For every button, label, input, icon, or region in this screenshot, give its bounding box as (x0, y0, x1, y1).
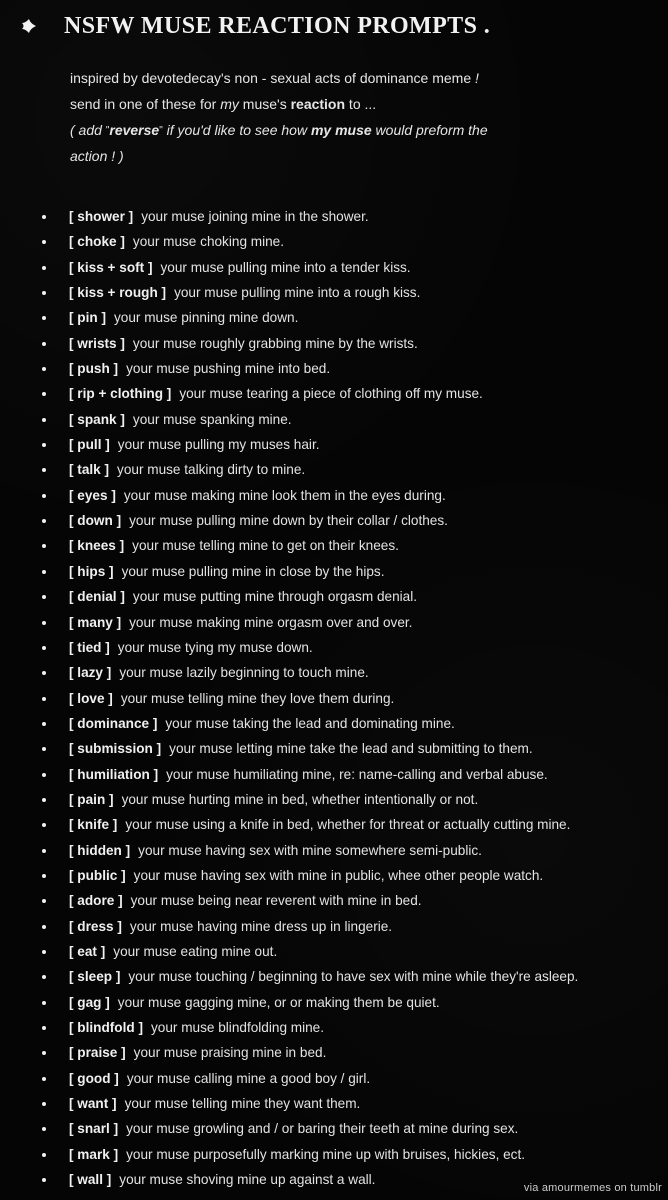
intro-line-2 (70, 92, 640, 118)
prompt-tag-text: [ adore ] (69, 893, 123, 909)
prompt-description: your muse choking mine. (132, 234, 285, 250)
intro-line-3-text-end: would preform the (371, 121, 488, 138)
prompt-tag-text: [ good ] (69, 1070, 119, 1086)
intro-line-1-mark: ! (475, 70, 479, 86)
bullet-dot-icon (42, 975, 46, 979)
list-item-humiliation (0, 762, 668, 787)
prompt-description: your muse making mine look them in the eyes during. (123, 487, 446, 503)
prompt-tag (69, 508, 448, 533)
prompt-description: your muse using a knife in bed, whether for threat or actually cutting mine. (125, 817, 571, 833)
list-item-snarl (0, 1116, 668, 1141)
prompt-description: your muse telling mine they want them. (124, 1096, 361, 1112)
prompt-tag (69, 483, 446, 508)
prompt-tag (69, 407, 292, 432)
bullet-dot-icon (42, 291, 46, 295)
prompt-tag-text: [ want ] (69, 1096, 117, 1112)
prompt-description: your muse lazily beginning to touch mine. (119, 665, 369, 681)
prompt-description: your muse hurting mine in bed, whether intentionally or not. (121, 791, 479, 807)
list-item-lazy (0, 660, 668, 685)
intro-line-3-strong: my muse (310, 121, 372, 138)
bullet-dot-icon (42, 443, 46, 447)
prompt-description: your muse gagging mine, or or making them be quiet. (117, 994, 440, 1010)
list-item-rip-clothing (0, 381, 668, 406)
prompt-description: your muse pulling my muses hair. (117, 437, 320, 453)
bullet-dot-icon (42, 899, 46, 903)
prompt-tag-text: [ spank ] (69, 411, 125, 427)
prompt-tag-text: [ push ] (69, 361, 119, 377)
prompt-tag (69, 305, 298, 330)
prompt-tag-text: [ choke ] (69, 234, 125, 250)
list-item-pull (0, 432, 668, 457)
list-item-hidden (0, 838, 668, 863)
prompt-tag (69, 1167, 375, 1192)
prompt-tag-text: [ snarl ] (69, 1121, 119, 1137)
list-item-dominance (0, 711, 668, 736)
prompt-tag-text: [ public ] (69, 867, 126, 883)
bullet-dot-icon (42, 418, 46, 422)
intro-line-2-text-middle: muse's (238, 95, 291, 112)
prompt-tag (69, 1015, 324, 1040)
prompt-tag (69, 812, 570, 837)
bullet-dot-icon (42, 1001, 46, 1005)
reverse-close-quote: " (159, 124, 163, 136)
prompt-tag (69, 1066, 370, 1091)
bullet-dot-icon (42, 1178, 46, 1182)
source-credit: via amourmemes on tumblr (523, 1182, 662, 1194)
bullet-dot-icon (42, 316, 46, 320)
list-item-pain (0, 787, 668, 812)
prompt-tag (69, 559, 385, 584)
bullet-dot-icon (42, 849, 46, 853)
prompt-description: your muse pulling mine into a rough kiss. (174, 285, 421, 301)
prompt-tag-text: [ talk ] (69, 462, 110, 478)
list-item-love (0, 686, 668, 711)
bullet-dot-icon (42, 823, 46, 827)
prompt-tag-text: [ gag ] (69, 994, 110, 1010)
header (18, 8, 650, 44)
prompt-tag-text: [ blindfold ] (69, 1020, 143, 1035)
bullet-dot-icon (42, 646, 46, 650)
prompt-tag (69, 432, 320, 457)
prompt-description: your muse pulling mine down by their collar / clothes. (129, 513, 448, 529)
prompt-tag (69, 1091, 360, 1116)
bullet-dot-icon (42, 773, 46, 777)
intro-line-1-text: inspired by devotedecay's non - sexual acts of dominance meme (70, 70, 476, 86)
prompt-tag-text: [ hips ] (69, 563, 114, 579)
list-item-public (0, 863, 668, 888)
prompt-tag (69, 635, 313, 660)
reverse-open-quote: " (105, 124, 110, 136)
list-item-push (0, 356, 668, 381)
prompt-tag-text: [ wall ] (69, 1172, 112, 1188)
bullet-dot-icon (42, 671, 46, 675)
bullet-dot-icon (42, 570, 46, 574)
bullet-dot-icon (42, 519, 46, 523)
prompt-description: your muse purposefully marking mine up with bruises, hickies, ect. (126, 1146, 526, 1162)
list-item-choke (0, 229, 668, 254)
intro-block (70, 66, 640, 170)
list-item-eyes (0, 483, 668, 508)
prompt-description: your muse having sex with mine somewhere semi-public. (138, 842, 482, 858)
list-item-knees (0, 533, 668, 558)
reverse-label: reverse (109, 121, 160, 138)
prompt-tag (69, 204, 369, 229)
prompt-description: your muse having sex with mine in public, whee other people watch. (133, 867, 544, 883)
prompt-tag (69, 229, 284, 254)
prompt-description: your muse joining mine in the shower. (141, 209, 369, 224)
prompt-tag (69, 660, 369, 685)
bullet-dot-icon (42, 798, 46, 802)
prompt-tag-text: [ kiss + soft ] (69, 259, 153, 275)
list-item-talk (0, 457, 668, 482)
prompt-tag-text: [ hidden ] (69, 842, 131, 858)
list-item-good (0, 1066, 668, 1091)
prompt-tag-text: [ rip + clothing ] (69, 386, 172, 402)
prompt-tag (69, 1116, 518, 1141)
prompt-tag-text: [ knees ] (69, 538, 125, 554)
prompt-tag-text: [ many ] (69, 614, 122, 630)
prompt-tag (69, 863, 543, 888)
prompt-tag-text: [ knife ] (69, 817, 118, 833)
bullet-dot-icon (42, 1127, 46, 1131)
list-item-spank (0, 407, 668, 432)
prompt-description: your muse letting mine take the lead and submitting to them. (169, 741, 533, 757)
prompt-tag-text: [ down ] (69, 513, 122, 529)
prompt-tag-text: [ eat ] (69, 943, 106, 959)
bullet-dot-icon (42, 1102, 46, 1106)
prompt-description: your muse humiliating mine, re: name-calling and verbal abuse. (166, 766, 548, 782)
prompt-description: your muse calling mine a good boy / girl. (126, 1070, 371, 1086)
bullet-dot-icon (42, 544, 46, 548)
prompt-tag (69, 331, 418, 356)
bullet-dot-icon (42, 874, 46, 878)
list-item-mark (0, 1142, 668, 1167)
prompt-tag-text: [ pull ] (69, 437, 110, 453)
list-item-gag (0, 990, 668, 1015)
prompt-description: your muse growling and / or baring their teeth at mine during sex. (126, 1121, 519, 1137)
list-item-praise (0, 1040, 668, 1065)
prompt-description: your muse eating mine out. (113, 943, 278, 959)
list-item-many (0, 610, 668, 635)
prompt-tag (69, 381, 483, 406)
prompt-tag (69, 255, 411, 280)
bullet-dot-icon (42, 1026, 46, 1030)
prompt-description: your muse tying my muse down. (117, 639, 313, 655)
prompt-tag-text: [ tied ] (69, 639, 110, 655)
prompt-description: your muse pulling mine in close by the hips. (121, 563, 385, 579)
list-item-denial (0, 584, 668, 609)
bullet-dot-icon (42, 595, 46, 599)
list-item-wrists (0, 331, 668, 356)
prompt-description: your muse pushing mine into bed. (126, 361, 331, 377)
prompt-description: your muse being near reverent with mine in bed. (130, 893, 422, 909)
prompt-description: your muse pulling mine into a tender kiss. (160, 259, 411, 275)
list-item-pin (0, 305, 668, 330)
bullet-dot-icon (42, 697, 46, 701)
list-item-knife (0, 812, 668, 837)
bullet-dot-icon (42, 468, 46, 472)
bullet-dot-icon (42, 722, 46, 726)
bullet-dot-icon (42, 494, 46, 498)
prompt-tag (69, 787, 478, 812)
prompt-list (0, 204, 668, 1192)
list-item-kiss-rough (0, 280, 668, 305)
list-item-shower (0, 204, 668, 229)
intro-line-1 (70, 66, 640, 92)
prompt-tag-text: [ praise ] (69, 1045, 126, 1061)
prompt-tag-text: [ dress ] (69, 918, 122, 934)
prompt-tag (69, 584, 417, 609)
list-item-eat (0, 939, 668, 964)
prompt-description: your muse spanking mine. (132, 411, 292, 427)
prompt-tag-text: [ submission ] (69, 741, 162, 757)
prompt-tag-text: [ eyes ] (69, 487, 116, 503)
list-item-down (0, 508, 668, 533)
prompt-tag-text: [ dominance ] (69, 715, 158, 731)
intro-line-2-text-end: to ... (345, 95, 377, 112)
list-item-hips (0, 559, 668, 584)
prompt-tag-text: [ humiliation ] (69, 766, 159, 782)
prompt-tag (69, 838, 482, 863)
prompt-tag (69, 914, 392, 939)
prompt-tag (69, 457, 305, 482)
list-item-adore (0, 888, 668, 913)
prompt-description: your muse making mine orgasm over and over. (129, 614, 413, 630)
intro-line-3 (70, 118, 640, 144)
prompt-tag-text: [ love ] (69, 690, 113, 706)
prompt-tag (69, 762, 548, 787)
prompt-tag-text: [ lazy ] (69, 665, 112, 681)
page-title: NSFW MUSE REACTION PROMPTS . (64, 12, 491, 39)
list-item-blindfold (0, 1015, 668, 1040)
intro-line-2-text-start: send in one of these for (70, 95, 221, 112)
prompt-tag (69, 964, 578, 989)
intro-line-2-strong: reaction (290, 95, 346, 112)
bullet-dot-icon (42, 215, 46, 219)
prompt-tag (69, 990, 440, 1015)
list-item-want (0, 1091, 668, 1116)
list-item-tied (0, 635, 668, 660)
prompt-tag (69, 888, 422, 913)
prompt-tag-text: [ sleep ] (69, 969, 121, 985)
prompt-description: your muse having mine dress up in lingerie. (129, 918, 393, 934)
bullet-dot-icon (42, 621, 46, 625)
intro-line-3-text-start: ( add (70, 121, 106, 138)
decorative-bullet-icon (20, 17, 38, 35)
intro-line-3-text-middle: if you'd like to see how (162, 121, 311, 138)
bullet-dot-icon (42, 392, 46, 396)
prompt-tag-text: [ shower ] (69, 209, 134, 224)
prompt-tag (69, 736, 533, 761)
bullet-dot-icon (42, 1077, 46, 1081)
prompt-description: your muse tearing a piece of clothing off my muse. (179, 386, 483, 402)
prompt-description: your muse touching / beginning to have sex with mine while they're asleep. (128, 969, 579, 985)
prompt-description: your muse roughly grabbing mine by the wrists. (132, 335, 418, 351)
prompt-tag (69, 1142, 525, 1167)
bullet-dot-icon (42, 342, 46, 346)
bullet-dot-icon (42, 950, 46, 954)
prompt-description: your muse praising mine in bed. (133, 1045, 327, 1061)
intro-line-2-emphasis: my (220, 95, 239, 112)
bullet-dot-icon (42, 266, 46, 270)
prompt-description: your muse talking dirty to mine. (117, 462, 306, 478)
prompt-description: your muse blindfolding mine. (150, 1020, 325, 1035)
prompt-description: your muse taking the lead and dominating mine. (165, 715, 455, 731)
list-item-kiss-soft (0, 255, 668, 280)
bullet-dot-icon (42, 747, 46, 751)
bullet-dot-icon (42, 240, 46, 244)
prompt-tag (69, 280, 420, 305)
prompt-tag-text: [ pin ] (69, 310, 106, 326)
prompt-tag (69, 686, 394, 711)
prompt-tag-text: [ wrists ] (69, 335, 125, 351)
prompt-tag (69, 1040, 326, 1065)
bullet-dot-icon (42, 367, 46, 371)
prompt-tag-text: [ denial ] (69, 589, 125, 605)
prompt-tag (69, 939, 277, 964)
prompt-description: your muse telling mine they love them during. (120, 690, 395, 706)
bullet-dot-icon (42, 1051, 46, 1055)
prompt-description: your muse telling mine to get on their knees. (132, 538, 399, 554)
prompt-description: your muse shoving mine up against a wall. (119, 1172, 376, 1188)
bullet-dot-icon (42, 1153, 46, 1157)
prompt-tag-text: [ pain ] (69, 791, 114, 807)
prompt-tag-text: [ kiss + rough ] (69, 285, 167, 301)
list-item-submission (0, 736, 668, 761)
list-item-sleep (0, 964, 668, 989)
prompt-tag (69, 610, 412, 635)
intro-line-4: action ! ) (70, 147, 124, 164)
list-item-dress (0, 914, 668, 939)
prompt-tag (69, 356, 330, 381)
prompt-description: your muse pinning mine down. (114, 310, 299, 326)
prompt-tag-text: [ mark ] (69, 1146, 119, 1162)
prompt-description: your muse putting mine through orgasm denial. (132, 589, 418, 605)
prompt-tag (69, 533, 399, 558)
prompt-tag (69, 711, 455, 736)
bullet-dot-icon (42, 925, 46, 929)
